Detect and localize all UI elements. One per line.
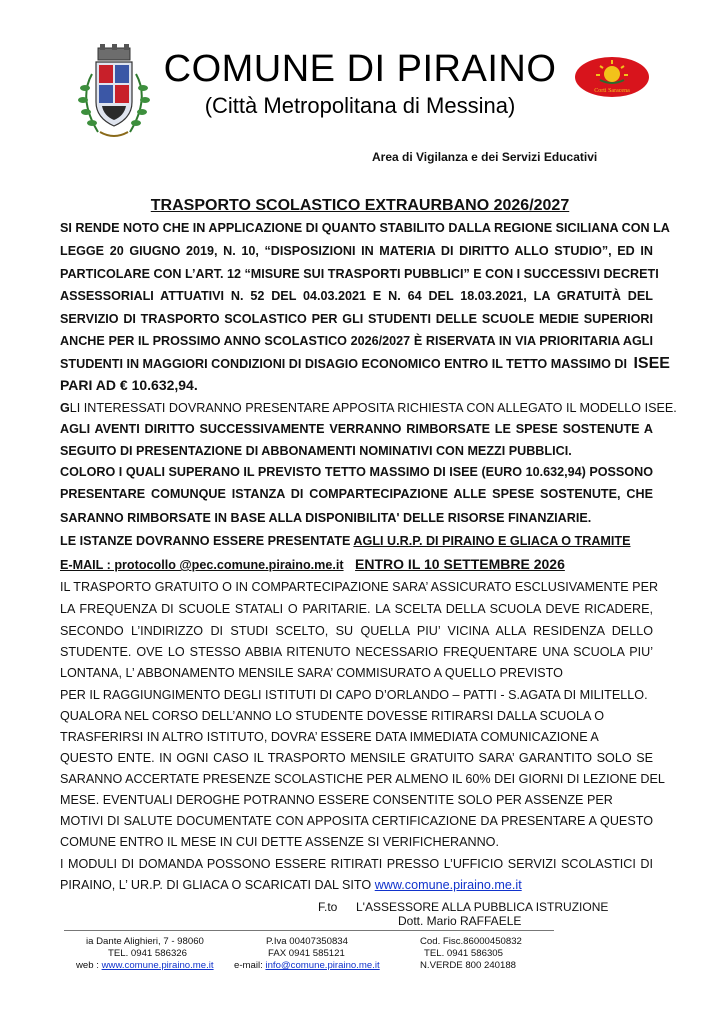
footer-fax: FAX 0941 585121 (268, 948, 345, 959)
body-line: SARANNO RIMBORSATE IN BASE ALLA DISPONIBILITA' DELLE RISORSE FINANZIARIE. (60, 511, 592, 525)
body-line: SECONDO L’INDIRIZZO DI STUDI SCELTO, SU QUELLA PIU’ VICINA ALLA RESIDENZA DELLO (60, 624, 653, 638)
signatory-role: L'ASSESSORE ALLA PUBBLICA ISTRUZIONE (356, 900, 609, 914)
email-line (60, 557, 653, 572)
body-line: PARTICOLARE CON L’ART. 12 “MISURE SUI TRASPORTI PUBBLICI” E CON I SUCCESSIVI DECRETI (60, 267, 659, 281)
isee-word: ISEE (633, 355, 670, 372)
footer-tax-code: Cod. Fisc.86000450832 (420, 936, 522, 947)
notice-heading: TRASPORTO SCOLASTICO EXTRAURBANO 2026/2027 (150, 197, 570, 214)
body-line: SI RENDE NOTO CHE IN APPLICAZIONE DI QUANTO STABILITO DALLA REGIONE SICILIANA CON LA (60, 221, 670, 235)
istanze-line (60, 535, 653, 548)
body-line: QUALORA NEL CORSO DELL’ANNO LO STUDENTE DOVESSE RITIRARSI DALLA SCUOLA O (60, 709, 605, 723)
logo-text: Corti Saracena (594, 88, 630, 94)
footer-vat: P.Iva 00407350834 (266, 936, 348, 947)
body-line: ASSESSORIALI ATTUATIVI N. 52 DEL 04.03.2021 E N. 64 DEL 18.03.2021, LA GRATUITÀ DEL (60, 289, 653, 303)
body-line: I MODULI DI DOMANDA POSSONO ESSERE RITIRATI PRESSO L’UFFICIO SERVIZI SCOLASTICI DI (60, 857, 653, 871)
footer-email-label: e-mail: (234, 960, 266, 971)
interessati-text: LI INTERESSATI DOVRANNO PRESENTARE APPOSITA RICHIESTA CON ALLEGATO IL MODELLO ISEE. (69, 401, 677, 415)
isee-amount: PARI AD € 10.632,94. (60, 377, 198, 393)
body-line: AGLI AVENTI DIRITTO SUCCESSIVAMENTE VERRANNO RIMBORSATE LE SPESE SOSTENUTE A (60, 422, 653, 436)
page-subtitle: (Città Metropolitana di Messina) (204, 93, 516, 118)
footer-web-label: web : (76, 960, 102, 971)
footer-toll-free: N.VERDE 800 240188 (420, 960, 516, 971)
deadline: ENTRO IL 10 SETTEMBRE 2026 (355, 556, 565, 572)
body-line: STUDENTE. OVE LO STESSO ABBIA RITENUTO NECESSARIO FREQUENTARE UNA SCUOLA PIU’ (60, 645, 653, 659)
body-line: LEGGE 20 GIUGNO 2019, N. 10, “DISPOSIZIONI IN MATERIA DI DIRITTO ALLO STUDIO”, ED IN (60, 244, 653, 258)
body-line: SERVIZIO DI TRASPORTO SCOLASTICO PER GLI STUDENTI DELLE SCUOLE MEDIE SUPERIORI (60, 312, 653, 326)
body-line: ANCHE PER IL PROSSIMO ANNO SCOLASTICO 2026/2027 È RISERVATA IN VIA PRIORITARIA AGLI (60, 334, 653, 348)
interessati-line (60, 401, 677, 415)
body-line: TRASFERIRSI IN ALTRO ISTITUTO, DOVRA’ ESSERE DATA IMMEDIATA COMUNICAZIONE A (60, 730, 599, 744)
signatory-name: Dott. Mario RAFFAELE (398, 914, 522, 928)
footer-email (234, 960, 380, 971)
body-line-text: PIRAINO, L’ UR.P. DI GLIACA O SCARICATI DAL SITO (60, 878, 375, 892)
body-line: SARANNO ACCERTATE PRESENZE SCOLASTICHE PER ALMENO IL 60% DEI GIORNI DI LEZIONE DEL (60, 772, 665, 786)
body-line: PER IL RAGGIUNGIMENTO DEGLI ISTITUTI DI CAPO D’ORLANDO – PATTI - S.AGATA DI MILITELLO. (60, 688, 648, 702)
body-line (60, 879, 653, 892)
footer-web (76, 960, 214, 971)
website-link[interactable]: www.comune.piraino.me.it (374, 878, 522, 892)
istanze-text: LE ISTANZE DOVRANNO ESSERE PRESENTATE (60, 534, 354, 548)
body-line (60, 355, 670, 372)
body-line: QUESTO ENTE. IN OGNI CASO IL TRASPORTO MENSILE GRATUITO SARA’ GARANTITO SOLO SE (60, 751, 653, 765)
istanze-offices: AGLI U.R.P. DI PIRAINO E GLIACA O TRAMITE (353, 534, 631, 548)
footer-email-link[interactable]: info@comune.piraino.me.it (265, 960, 380, 971)
body-line: SEGUITO DI PRESENTAZIONE DI ABBONAMENTI NOMINATIVI CON MEZZI PUBBLICI. (60, 444, 572, 458)
page-title: COMUNE DI PIRAINO (163, 48, 557, 90)
body-line: COMUNE ENTRO IL MESE IN CUI DETTE ASSENZE SI VERIFICHERANNO. (60, 835, 499, 849)
body-line-text: STUDENTI IN MAGGIORI CONDIZIONI DI DISAGIO ECONOMICO ENTRO IL TETTO MASSIMO DI (60, 357, 627, 371)
footer-address: ia Dante Alighieri, 7 - 98060 (86, 936, 204, 947)
footer-phone-2: TEL. 0941 586305 (424, 948, 503, 959)
sun-logo-icon (574, 56, 650, 98)
pec-email[interactable]: E-MAIL : protocollo @pec.comune.piraino.me.it (60, 558, 344, 572)
department-label: Area di Vigilanza e dei Servizi Educativi (372, 150, 598, 164)
body-line: MESE. EVENTUALI DEROGHE POTRANNO ESSERE CONSENTITE SOLO PER ASSENZE PER (60, 793, 613, 807)
drop-initial: G (60, 401, 70, 415)
body-line: PRESENTARE COMUNQUE ISTANZA DI COMPARTECIPAZIONE ALLE SPESE SOSTENUTE, CHE (60, 487, 653, 501)
body-line: MOTIVI DI SALUTE DOCUMENTATE CON APPOSITA CERTIFICAZIONE DA PRESENTARE A QUESTO (60, 814, 653, 828)
footer-phone: TEL. 0941 586326 (108, 948, 187, 959)
footer-divider (64, 930, 554, 931)
fto-label: F.to (318, 900, 338, 914)
body-line: IL TRASPORTO GRATUITO O IN COMPARTECIPAZIONE SARA’ ASSICURATO ESCLUSIVAMENTE PER (60, 580, 659, 594)
body-line: LONTANA, L’ ABBONAMENTO MENSILE SARA’ COMMISURATO A QUELLO PREVISTO (60, 666, 563, 680)
body-line: LA FREQUENZA DI SCUOLE STATALI O PARITARIE. LA SCELTA DELLA SCUOLA DEVE RICADERE, (60, 602, 653, 616)
footer-website-link[interactable]: www.comune.piraino.me.it (101, 960, 214, 971)
body-line: COLORO I QUALI SUPERANO IL PREVISTO TETTO MASSIMO DI ISEE (EURO 10.632,94) POSSONO (60, 465, 653, 479)
